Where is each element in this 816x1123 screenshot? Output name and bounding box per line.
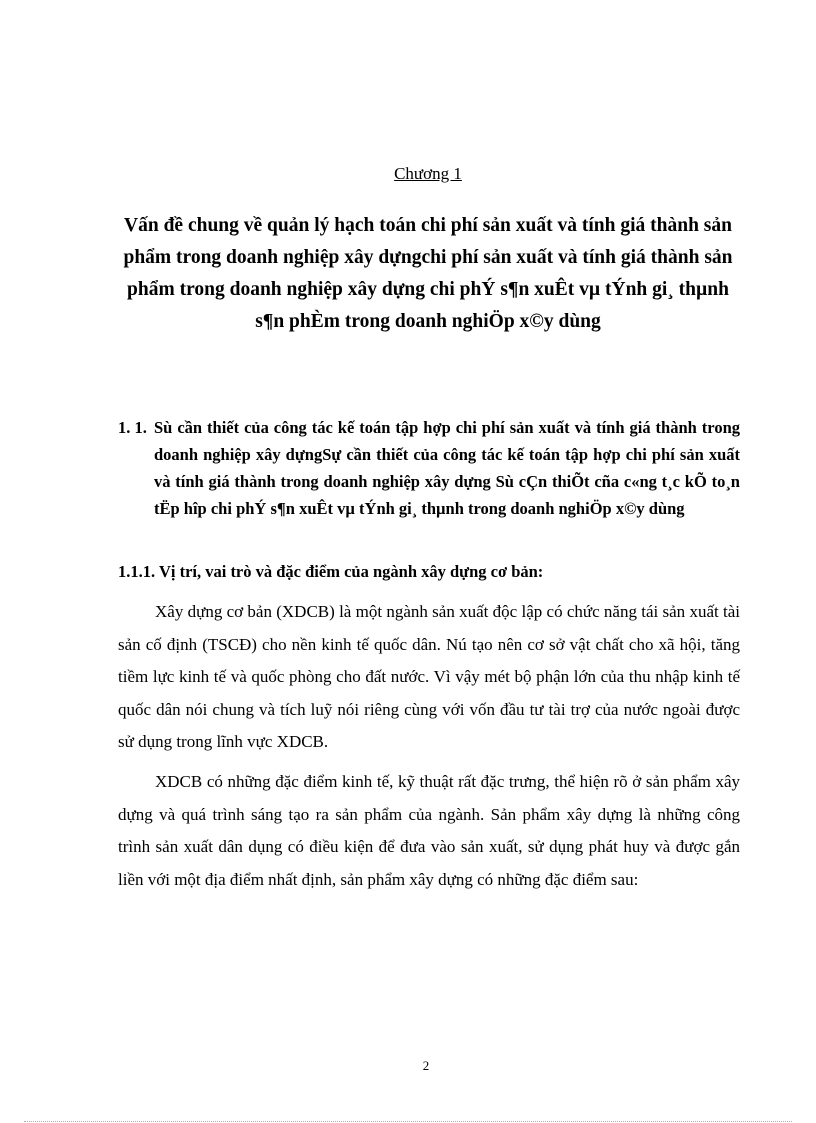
subsection-heading: 1.1.1. Vị trí, vai trò và đặc điểm của ngành xây dựng cơ bản:	[118, 562, 544, 581]
page-number: 2	[422, 1058, 430, 1073]
body-paragraph: Xây dựng cơ bản (XDCB) là một ngành sản xuất độc lập có chức năng tái sản xuất tài sản cố định (TSCĐ) cho nền kinh tế quốc dân. Nú tạo nên cơ sở vật chất cho xã hội, tăng tiềm lực kinh tế và quốc phòng cho đất nước. Vì vậy mét bộ phận lớn của thu nhập kinh tế quốc dân nói chung và tích luỹ nói riêng cùng với vốn đầu tư tài trợ của nước ngoài được sử dụng trong lĩnh vực XDCB.	[118, 602, 740, 751]
section-title: Sù cần thiết của công tác kế toán tập hợp chi phí sản xuất và tính giá thành trong doanh nghiệp xây dựngSự cần thiết của công tác kế toán tập hợp chi phí sản xuất và tính giá thành trong doanh nghiệp xây dựng Sù cÇn thiÕt cña c«ng t¸c kÕ to¸n tËp hîp chi phÝ s¶n xuÊt vµ tÝnh gi¸ thµnh trong doanh nghiÖp x©y dùng	[154, 418, 740, 518]
page-bottom-divider	[24, 1121, 792, 1122]
body-paragraph: XDCB có những đặc điểm kinh tế, kỹ thuật rất đặc trưng, thể hiện rõ ở sản phẩm xây dựng và quá trình sáng tạo ra sản phẩm của ngành. Sản phẩm xây dựng là những công trình sản xuất dân dụng có điều kiện để đưa vào sản xuất, sử dụng phát huy và được gắn liền với một địa điểm nhất định, sản phẩm xây dựng có những đặc điểm sau:	[118, 772, 740, 889]
section-heading	[118, 414, 740, 522]
chapter-heading: Chương 1	[394, 164, 462, 183]
chapter-title: Vấn đề chung về quản lý hạch toán chi phí sản xuất và tính giá thành sản phẩm trong doanh nghiệp xây dựngchi phí sản xuất và tính giá thành sản phẩm trong doanh nghiệp xây dựng chi phÝ s¶n xuÊt vµ tÝnh gi¸ thµnh s¶n phÈm trong doanh nghiÖp x©y dùng	[123, 215, 733, 332]
section-number: 1. 1.	[118, 418, 147, 437]
